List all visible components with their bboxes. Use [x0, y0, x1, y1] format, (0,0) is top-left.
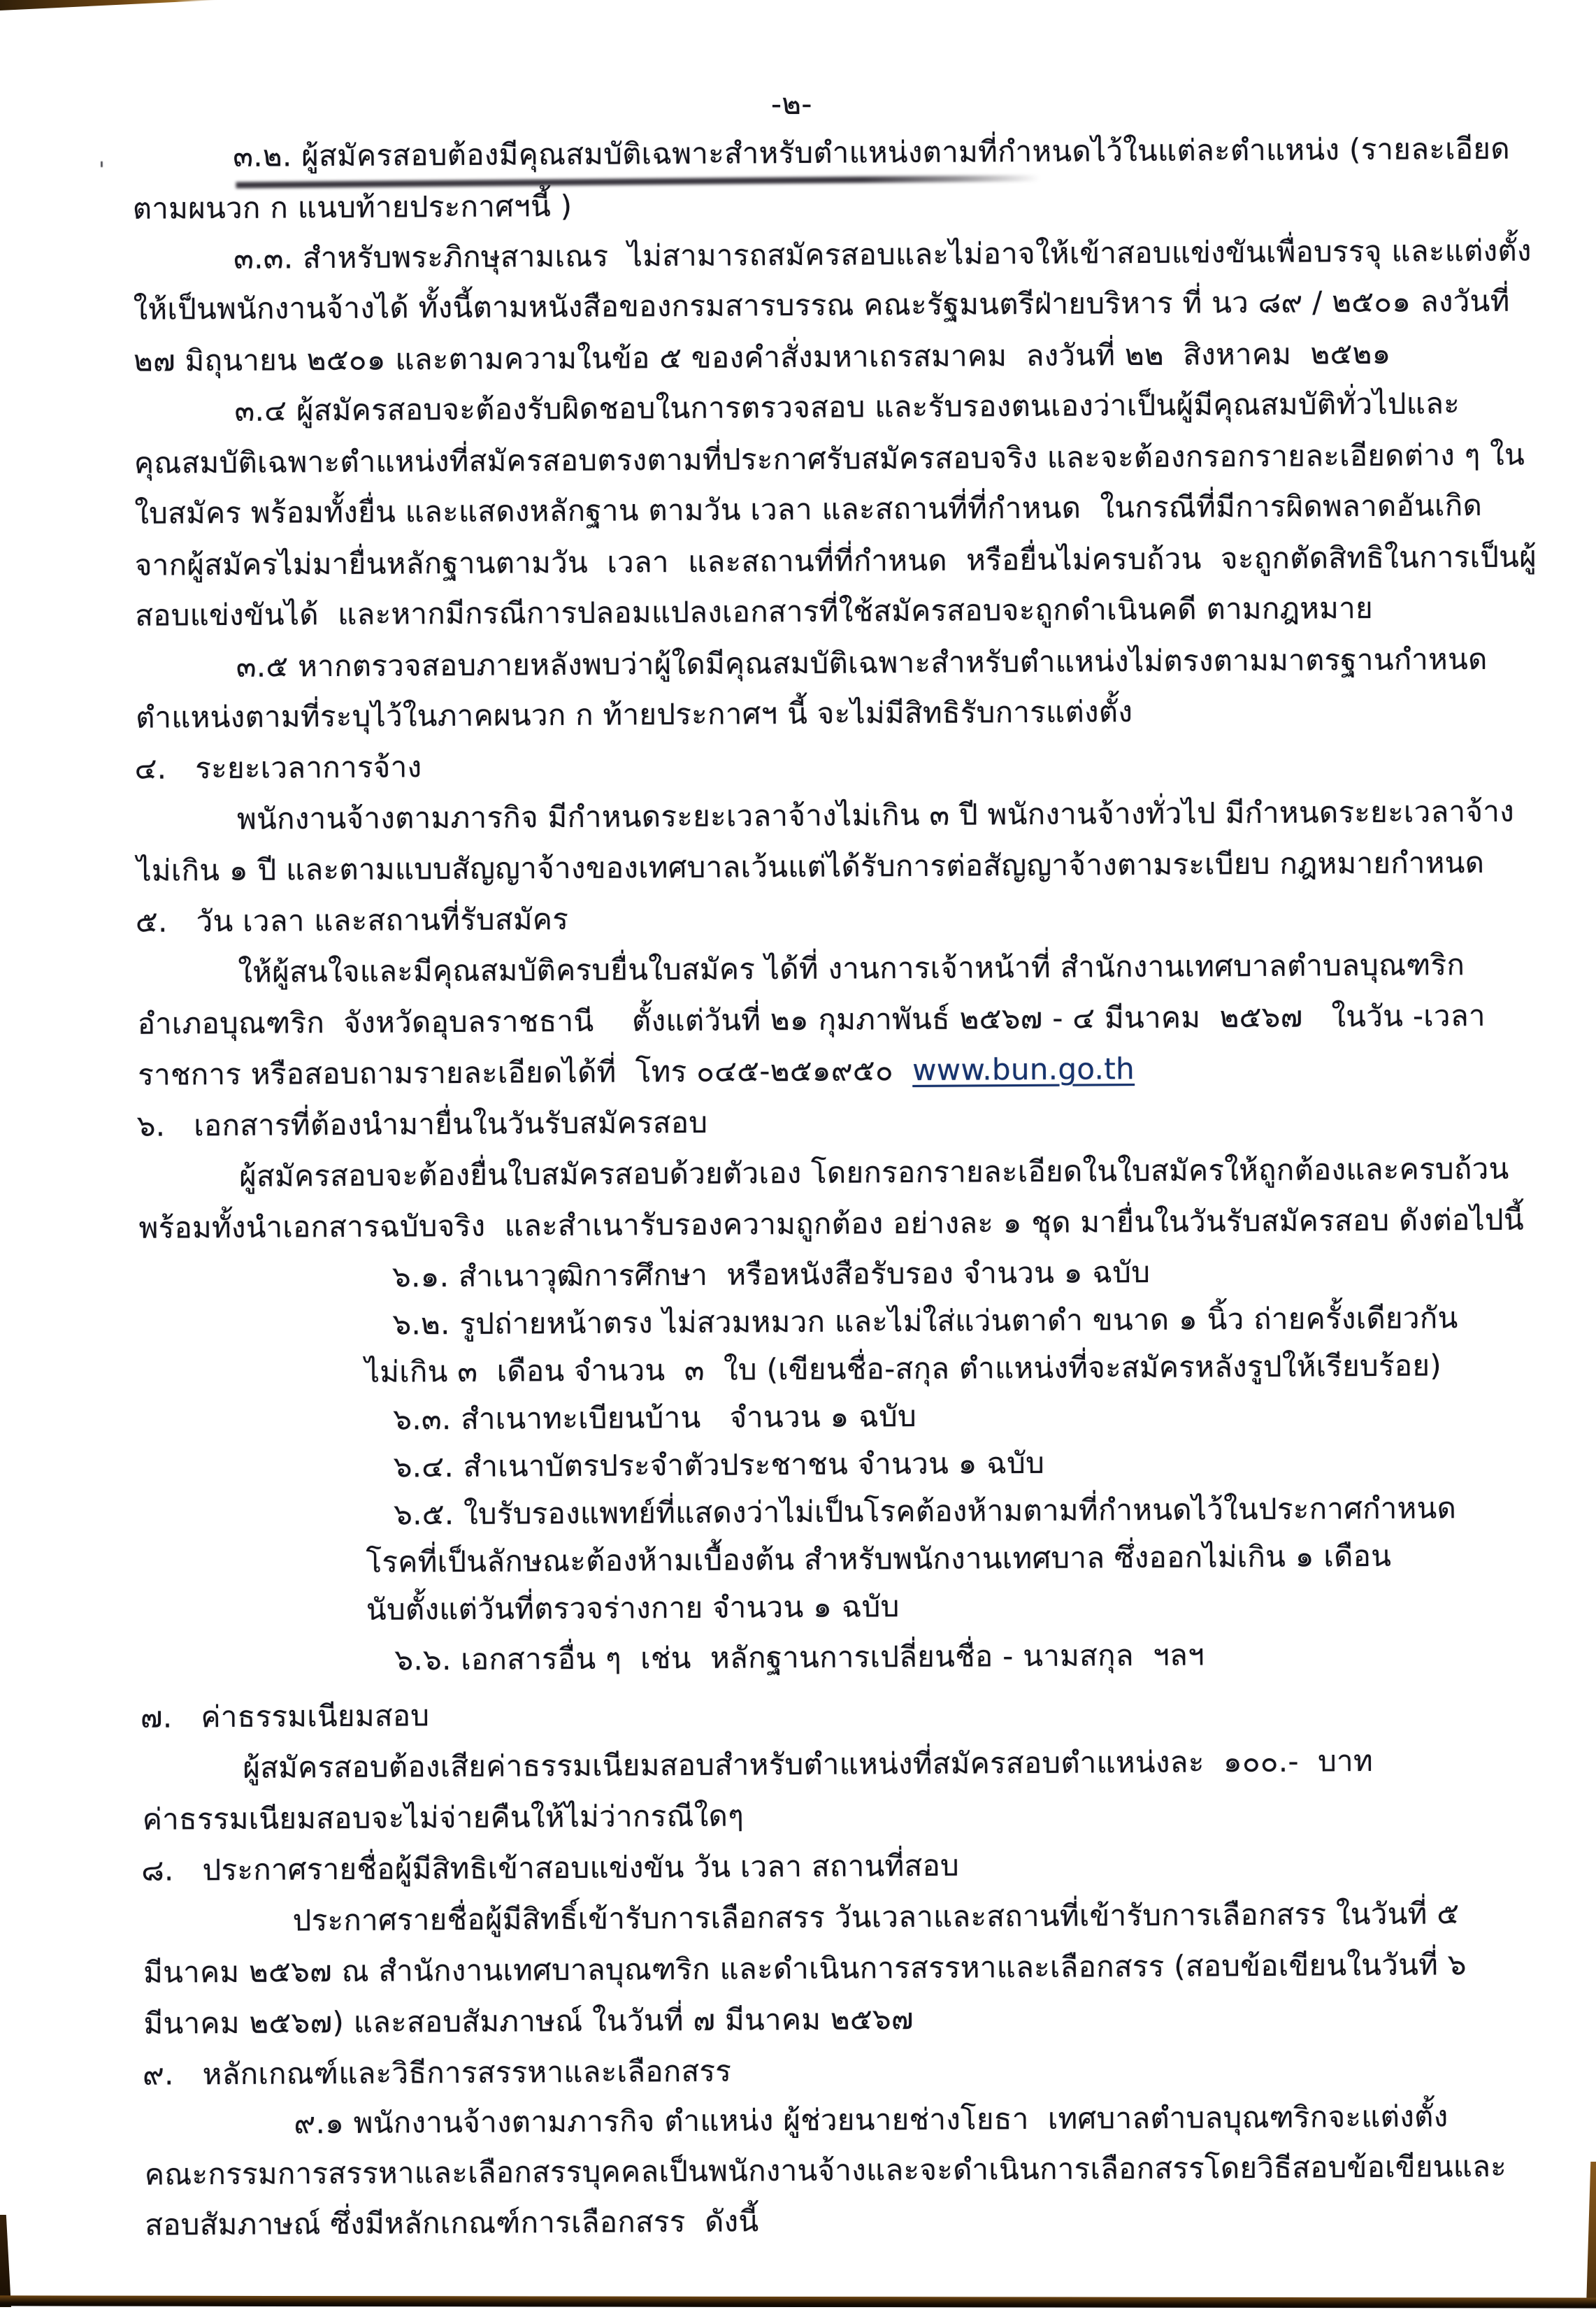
text-line: ๗. ค่าธรรมเนียมสอบ: [140, 1698, 430, 1735]
text-line: ๓.๒. ผู้สมัครสอบต้องมีคุณสมบัติเฉพาะสำหรับตำแหน่งตามที่กำหนดไว้ในแต่ละตำแหน่ง (รายละเอียด: [233, 131, 1510, 173]
scan-ghosting-smudge: [236, 175, 1040, 188]
text-line: ๔. ระยะเวลาการจ้าง: [134, 749, 422, 786]
text-line: พร้อมทั้งนำเอกสารฉบับจริง และสำเนารับรองความถูกต้อง อย่างละ ๑ ชุด มายื่นในวันรับสมัครสอบ ดังต่อไปนี้: [138, 1202, 1525, 1245]
page-number: -๒-: [770, 86, 812, 122]
text-line: ๖.๓. สำเนาทะเบียนบ้าน จำนวน ๑ ฉบับ: [393, 1398, 917, 1437]
text-line: มีนาคม ๒๕๖๗) และสอบสัมภาษณ์ ในวันที่ ๗ มีนาคม ๒๕๖๗: [143, 2002, 914, 2041]
text-line: ค่าธรรมเนียมสอบจะไม่จ่ายคืนให้ไม่ว่ากรณีใดๆ: [142, 1798, 745, 1837]
text-line: ๓.๕ หากตรวจสอบภายหลังพบว่าผู้ใดมีคุณสมบัติเฉพาะสำหรับตำแหน่งไม่ตรงตามมาตรฐานกำหนด: [236, 641, 1488, 684]
text-line: ๕. วัน เวลา และสถานที่รับสมัคร: [135, 902, 569, 939]
text-line: ใบสมัคร พร้อมทั้งยื่น และแสดงหลักฐาน ตามวัน เวลา และสถานที่ที่กำหนด ในกรณีที่มีการผิดพลาดอันเกิด: [134, 488, 1483, 531]
text-line: ๓.๔ ผู้สมัครสอบจะต้องรับผิดชอบในการตรวจสอบ และรับรองตนเองว่าเป็นผู้มีคุณสมบัติทั่วไปและ: [234, 386, 1460, 428]
text-line: ผู้สมัครสอบจะต้องยื่นใบสมัครสอบด้วยตัวเอง โดยกรอกรายละเอียดในใบสมัครให้ถูกต้องและครบถ้วน: [239, 1151, 1509, 1193]
text-span: ราชการ หรือสอบถามรายละเอียดได้ที่ โทร ๐๔๕-๒๕๑๙๕๐: [138, 1052, 913, 1092]
text-line: ให้ผู้สนใจและมีคุณสมบัติครบยื่นใบสมัคร ได้ที่ งานการเจ้าหน้าที่ สำนักงานเทศบาลตำบลบุณฑริก: [238, 947, 1465, 989]
text-line: ให้เป็นพนักงานจ้างได้ ทั้งนี้ตามหนังสือของกรมสารบรรณ คณะรัฐมนตรีฝ่ายบริหาร ที่ นว ๘๙ / ๒๕๐๑ ลงวันที่: [133, 283, 1510, 326]
text-line: สอบสัมภาษณ์ ซึ่งมีหลักเกณฑ์การเลือกสรร ดังนี้: [145, 2204, 759, 2242]
text-line: คณะกรรมการสรรหาและเลือกสรรบุคคลเป็นพนักงานจ้างและจะดำเนินการเลือกสรรโดยวิธีสอบข้อเขียนและ: [144, 2148, 1507, 2192]
text-line: ประกาศรายชื่อผู้มีสิทธิ์เข้ารับการเลือกสรร วันเวลาและสถานที่เข้ารับการเลือกสรร ในวันที่ ๕: [292, 1896, 1460, 1938]
text-line: ๒๗ มิถุนายน ๒๕๐๑ และตามความในข้อ ๕ ของคำสั่งมหาเถรสมาคม ลงวันที่ ๒๒ สิงหาคม ๒๕๒๑: [133, 336, 1391, 378]
scan-edge-bottom: [0, 2295, 1596, 2308]
website-link[interactable]: www.bun.go.th: [912, 1051, 1135, 1087]
text-line: ๙. หลักเกณฑ์และวิธีการสรรหาและเลือกสรร: [142, 2053, 732, 2092]
text-line: อำเภอบุณฑริก จังหวัดอุบลราชธานี ตั้งแต่วันที่ ๒๑ กุมภาพันธ์ ๒๕๖๗ - ๔ มีนาคม ๒๕๖๗ ในวัน -เวลา: [137, 998, 1486, 1041]
text-line: โรคที่เป็นลักษณะต้องห้ามเบื้องต้น สำหรับพนักงานเทศบาล ซึ่งออกไม่เกิน ๑ เดือน: [366, 1538, 1392, 1579]
text-line: ไม่เกิน ๑ ปี และตามแบบสัญญาจ้างของเทศบาลเว้นแต่ได้รับการต่อสัญญาจ้างตามระเบียบ กฎหมายกำหนด: [136, 845, 1485, 888]
text-line: ๖.๖. เอกสารอื่น ๆ เช่น หลักฐานการเปลี่ยนชื่อ - นามสกุล ฯลฯ: [394, 1637, 1205, 1677]
text-line: ไม่เกิน ๓ เดือน จำนวน ๓ ใบ (เขียนชื่อ-สกุล ตำแหน่งที่จะสมัครหลังรูปให้เรียบร้อย): [364, 1348, 1442, 1389]
text-line: ๘. ประกาศรายชื่อผู้มีสิทธิเข้าสอบแข่งขัน วัน เวลา สถานที่สอบ: [141, 1848, 960, 1888]
text-line: คุณสมบัติเฉพาะตำแหน่งที่สมัครสอบตรงตามที่ประกาศรับสมัครสอบจริง และจะต้องกรอกรายละเอียดต่าง ๆ ใน: [134, 437, 1525, 480]
text-line: ๖.๒. รูปถ่ายหน้าตรง ไม่สวมหมวก และไม่ใส่แว่นตาดำ ขนาด ๑ นิ้ว ถ่ายครั้งเดียวกัน: [392, 1300, 1458, 1342]
text-line: ๖.๔. สำเนาบัตรประจำตัวประชาชน จำนวน ๑ ฉบับ: [393, 1445, 1045, 1484]
text-line: ๙.๑ พนักงานจ้างตามภารกิจ ตำแหน่ง ผู้ช่วยนายช่างโยธา เทศบาลตำบลบุณฑริกจะแต่งตั้ง: [294, 2099, 1448, 2141]
text-line: พนักงานจ้างตามภารกิจ มีกำหนดระยะเวลาจ้างไม่เกิน ๓ ปี พนักงานจ้างทั่วไป มีกำหนดระยะเวลาจ้าง: [236, 794, 1515, 836]
text-line: มีนาคม ๒๕๖๗ ณ สำนักงานเทศบาลบุณฑริก และดำเนินการสรรหาและเลือกสรร (สอบข้อเขียนในวันที่ ๖: [143, 1947, 1467, 1990]
text-line: ตำแหน่งตามที่ระบุไว้ในภาคผนวก ก ท้ายประกาศฯ นี้ จะไม่มีสิทธิรับการแต่งตั้ง: [136, 694, 1133, 735]
text-line: [138, 1053, 1135, 1091]
text-line: ๖. เอกสารที่ต้องนำมายื่นในวันรับสมัครสอบ: [136, 1105, 708, 1143]
text-line: จากผู้สมัครไม่มายื่นหลักฐานตามวัน เวลา และสถานที่ที่กำหนด หรือยื่นไม่ครบถ้วน จะถูกตัดสิทธิในการเป็นผู้: [134, 539, 1537, 582]
text-line: ๓.๓. สำหรับพระภิกษุสามเณร ไม่สามารถสมัครสอบและไม่อาจให้เข้าสอบแข่งขันเพื่อบรรจุ และแต่งตั้ง: [233, 233, 1532, 275]
text-line: ๖.๑. สำเนาวุฒิการศึกษา หรือหนังสือรับรอง จำนวน ๑ ฉบับ: [391, 1254, 1151, 1294]
scan-speck: ': [99, 158, 105, 183]
text-line: ๖.๕. ใบรับรองแพทย์ที่แสดงว่าไม่เป็นโรคต้องห้ามตามที่กำหนดไว้ในประกาศกำหนด: [393, 1491, 1457, 1532]
text-line: ตามผนวก ก แนบท้ายประกาศฯนี้ ): [132, 188, 573, 226]
text-line: นับตั้งแต่วันที่ตรวจร่างกาย จำนวน ๑ ฉบับ: [366, 1589, 900, 1627]
text-line: สอบแข่งขันได้ และหากมีกรณีการปลอมแปลงเอกสารที่ใช้สมัครสอบจะถูกดำเนินคดี ตามกฎหมาย: [135, 590, 1374, 633]
text-line: ผู้สมัครสอบต้องเสียค่าธรรมเนียมสอบสำหรับตำแหน่งที่สมัครสอบตำแหน่งละ ๑๐๐.- บาท: [243, 1743, 1374, 1785]
